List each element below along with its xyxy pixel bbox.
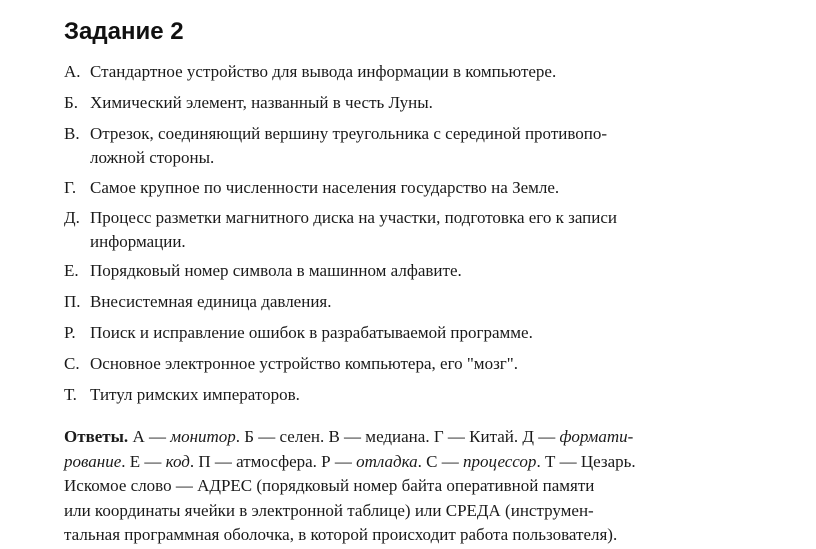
- task-title: Задание 2: [64, 18, 184, 45]
- item-letter: Р.: [64, 323, 76, 342]
- answers-line: тальная программная оболочка, в которой происходит работа пользователя).: [64, 525, 618, 544]
- answer-italic: процессор: [463, 451, 537, 471]
- answer-italic: отладка: [356, 451, 418, 471]
- item-text: Самое крупное по численности населения государство на Земле.: [90, 178, 560, 197]
- item-text: Отрезок, соединяющий вершину треугольника с серединой противопо-: [90, 124, 608, 143]
- item-text: Основное электронное устройство компьютера, его "мозг".: [90, 354, 518, 373]
- item-letter: Б.: [64, 93, 79, 112]
- item-letter: Е.: [64, 261, 79, 280]
- item-letter: Д.: [64, 208, 80, 227]
- item-continuation: информации.: [90, 232, 186, 251]
- item-text: Титул римских императоров.: [90, 385, 300, 404]
- answers-block: [64, 425, 764, 548]
- item-letter: С.: [64, 354, 80, 373]
- task-item-t: [64, 383, 764, 407]
- task-item-a: [64, 60, 764, 84]
- answers-text: А —: [128, 427, 171, 446]
- answer-italic: формати-: [559, 427, 634, 446]
- item-text: Внесистемная единица давления.: [90, 292, 332, 311]
- item-letter: Г.: [64, 178, 77, 197]
- task-item-g: [64, 176, 764, 200]
- answers-line: [64, 425, 764, 450]
- task-item-e: [64, 259, 764, 283]
- task-item-r: [64, 321, 764, 345]
- answer-italic: код: [165, 451, 190, 471]
- answers-text: . Т — Цезарь.: [536, 451, 636, 471]
- answers-text: . Б — селен. В — медиана. Г — Китай. Д —: [235, 427, 560, 446]
- task-item-d: [64, 206, 764, 254]
- answers-text: . П — атмосфера. Р —: [189, 451, 357, 471]
- item-letter: П.: [64, 292, 81, 311]
- item-text: Процесс разметки магнитного диска на участки, подготовка его к записи: [90, 208, 617, 227]
- answer-italic: рование: [64, 451, 122, 471]
- item-letter: Т.: [64, 385, 77, 404]
- task-item-b: [64, 91, 764, 115]
- item-text: Стандартное устройство для вывода информации в компьютере.: [90, 62, 557, 81]
- task-item-s: [64, 352, 764, 376]
- answers-line: или координаты ячейки в электронной таблице) или СРЕДА (инструмен-: [64, 500, 594, 520]
- task-item-p: [64, 290, 764, 314]
- answers-line: Искомое слово — АДРЕС (порядковый номер байта оперативной памяти: [64, 476, 595, 495]
- item-text: Химический элемент, названный в честь Луны.: [90, 93, 433, 112]
- item-letter: А.: [64, 62, 81, 81]
- answers-text: . С —: [417, 451, 464, 471]
- answers-line: [64, 450, 764, 475]
- item-text: Поиск и исправление ошибок в разрабатываемой программе.: [90, 323, 533, 342]
- answers-text: . Е —: [121, 451, 166, 471]
- answers-label: Ответы.: [64, 427, 129, 446]
- item-continuation: ложной стороны.: [90, 148, 215, 167]
- item-letter: В.: [64, 124, 80, 143]
- item-text: Порядковый номер символа в машинном алфавите.: [90, 261, 462, 280]
- answer-italic: монитор: [170, 427, 236, 446]
- task-item-v: [64, 122, 764, 170]
